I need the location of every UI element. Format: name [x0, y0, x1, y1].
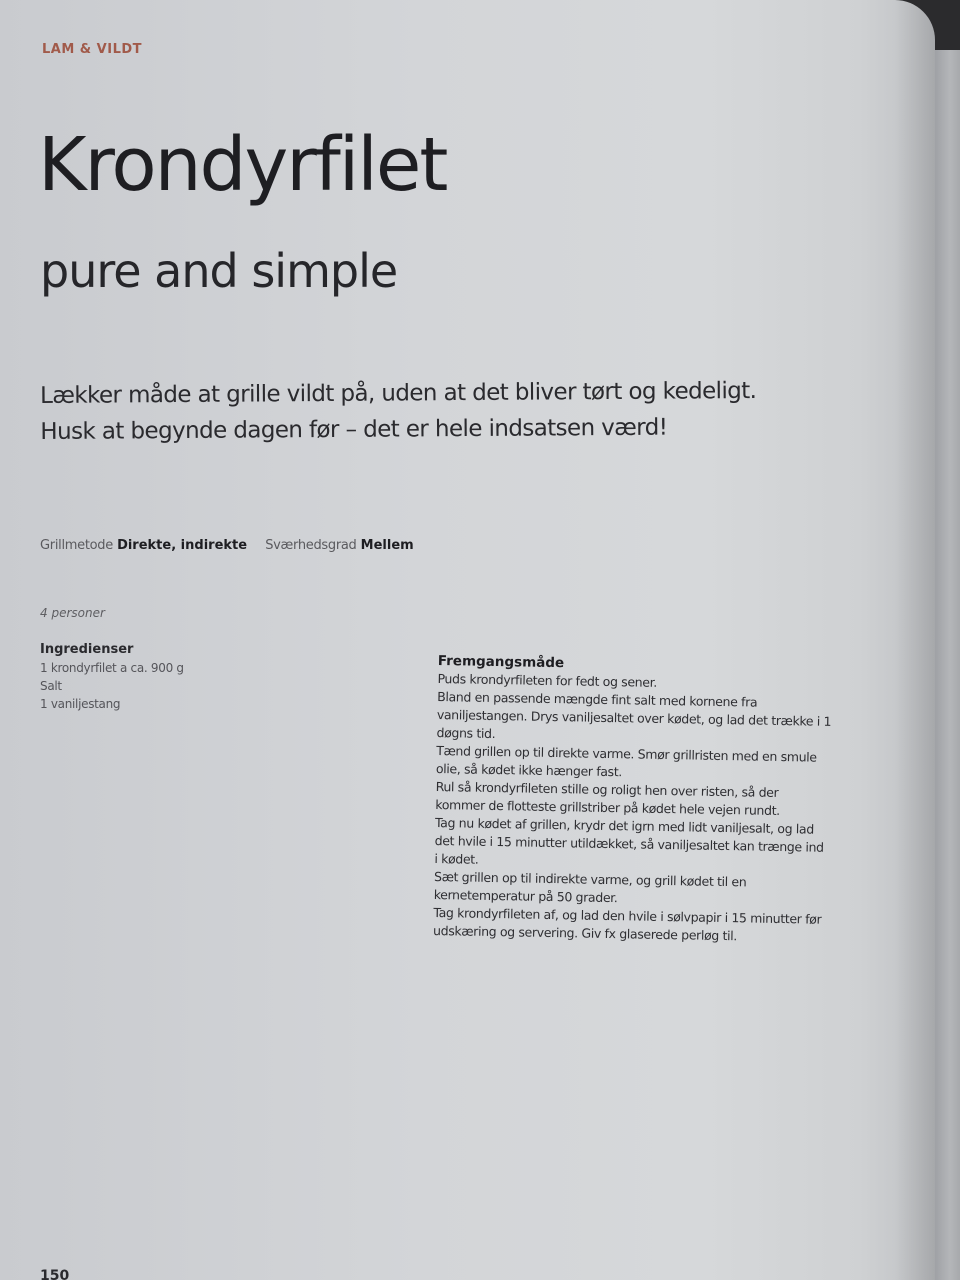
method-step: Puds krondyrfileten for fedt og sener.	[437, 670, 658, 690]
intro-line: Husk at begynde dagen før – det er hele indsatsen værd!	[40, 414, 668, 445]
method-step: Sæt grillen op til indirekte varme, og grill kødet til en kernetemperatur på 50 grader.	[433, 868, 747, 906]
difficulty-label: Sværhedsgrad	[265, 538, 357, 553]
recipe-meta	[40, 538, 428, 553]
method-section	[433, 652, 833, 947]
recipe-title: Krondyrfilet	[38, 122, 447, 208]
recipe-subtitle: pure and simple	[40, 244, 398, 298]
method-step: Tag krondyrfileten af, og lad den hvile i sølvpapir i 15 minutter før udskæring og servering. Giv fx glaserede perløg til.	[433, 904, 822, 944]
method-step: Rul så krondyrfileten stille og roligt hen over risten, så der kommer de flotteste grillstriber på kødet hele vejen rundt.	[435, 778, 780, 818]
ingredients-heading: Ingredienser	[40, 642, 134, 657]
difficulty-value: Mellem	[360, 538, 414, 553]
page-number: 150	[40, 1268, 70, 1280]
servings: 4 personer	[40, 606, 105, 620]
recipe-intro	[40, 373, 820, 450]
grill-method-label: Grillmetode	[40, 538, 113, 553]
page-curve-shadow	[895, 0, 935, 1280]
ingredient-item: 1 krondyrfilet a ca. 900 g	[40, 661, 184, 675]
method-step: Tag nu kødet af grillen, krydr det igrn med lidt vaniljesalt, og lad det hvile i 15 minutter utildækket, så vaniljesaltet kan trænge ind i kødet.	[434, 814, 824, 867]
ingredient-item: 1 vaniljestang	[40, 697, 121, 711]
ingredients-list	[40, 641, 184, 713]
next-page-edge	[935, 50, 960, 1280]
ingredient-item: Salt	[40, 679, 62, 693]
method-step: Bland en passende mængde fint salt med kornene fra vaniljestangen. Drys vaniljesaltet over kødet, og lad det trække i 1 døgns tid.	[436, 688, 832, 742]
method-step: Tænd grillen op til direkte varme. Smør grillristen med en smule olie, så kødet ikke hænger fast.	[435, 742, 817, 780]
section-label: LAM & VILDT	[42, 42, 143, 57]
intro-line: Lækker måde at grille vildt på, uden at det bliver tørt og kedeligt.	[40, 377, 757, 409]
method-heading: Fremgangsmåde	[437, 652, 565, 672]
grill-method-value: Direkte, indirekte	[117, 538, 248, 553]
